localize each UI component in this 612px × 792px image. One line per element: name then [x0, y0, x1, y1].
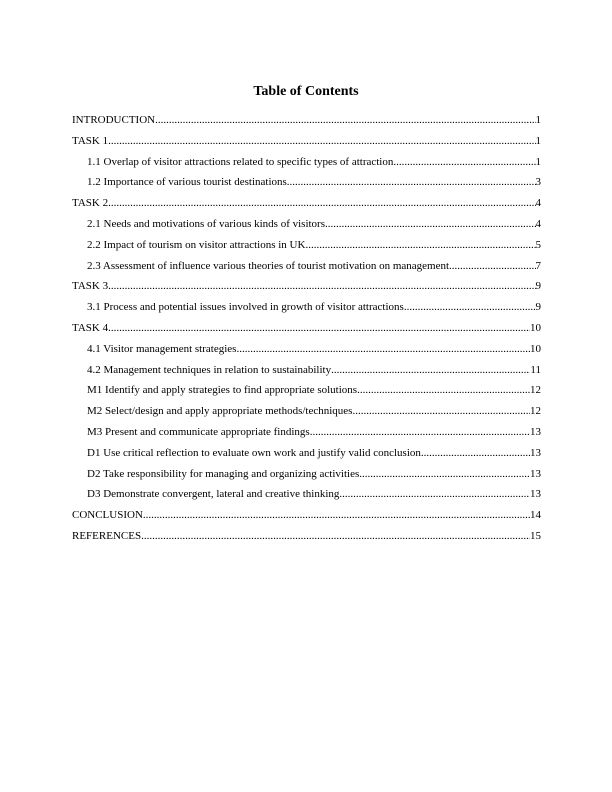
toc-entry[interactable]: [72, 279, 541, 300]
toc-entry[interactable]: [72, 487, 541, 508]
toc-entry[interactable]: [72, 300, 541, 321]
toc-entry[interactable]: [72, 238, 541, 259]
toc-entry-page-number: 9: [535, 280, 541, 293]
toc-dot-leader: [108, 196, 535, 210]
toc-entry[interactable]: [72, 363, 541, 384]
toc-dot-leader: [287, 175, 536, 189]
toc-entry-label: 1.1 Overlap of visitor attractions related to specific types of attraction: [87, 155, 394, 168]
toc-entry[interactable]: [72, 321, 541, 342]
toc-entry-page-number: 10: [530, 321, 541, 334]
toc-entry[interactable]: [72, 529, 541, 550]
toc-entry[interactable]: [72, 259, 541, 280]
toc-entry-page-number: 1: [535, 134, 541, 147]
toc-entry-label: D2 Take responsibility for managing and organizing activities: [87, 467, 360, 480]
toc-dot-leader: [236, 342, 530, 356]
toc-entry[interactable]: [72, 113, 541, 134]
toc-entry[interactable]: [72, 467, 541, 488]
toc-entry-label: TASK 2: [72, 197, 109, 210]
toc-entry-page-number: 15: [530, 529, 541, 542]
toc-entry-page-number: 12: [530, 384, 541, 397]
toc-dot-leader: [421, 446, 530, 460]
toc-entry[interactable]: [72, 175, 541, 196]
toc-entry-page-number: 12: [530, 405, 541, 418]
toc-entry-page-number: 13: [530, 425, 541, 438]
toc-entry-page-number: 5: [535, 238, 541, 251]
toc-entry-label: 2.3 Assessment of influence various theories of tourist motivation on management: [87, 259, 450, 272]
toc-dot-leader: [325, 217, 535, 231]
toc-entry[interactable]: [72, 155, 541, 176]
toc-entry-label: D3 Demonstrate convergent, lateral and creative thinking: [87, 488, 340, 501]
toc-entry-page-number: 14: [530, 509, 541, 522]
toc-dot-leader: [143, 508, 530, 522]
toc-entry-label: 4.1 Visitor management strategies: [87, 342, 237, 355]
toc-dot-leader: [339, 487, 530, 501]
toc-dot-leader: [449, 259, 535, 273]
toc-entry-label: INTRODUCTION: [72, 114, 156, 126]
toc-dot-leader: [393, 155, 535, 169]
toc-entry[interactable]: [72, 508, 541, 529]
page-title: Table of Contents: [253, 84, 359, 99]
toc-entry[interactable]: [72, 404, 541, 425]
toc-entry-label: 1.2 Importance of various tourist destinations: [87, 176, 287, 189]
toc-dot-leader: [108, 279, 535, 293]
toc-entry-label: CONCLUSION: [72, 509, 143, 522]
toc-entry-label: TASK 1: [72, 134, 109, 147]
toc-entry[interactable]: [72, 196, 541, 217]
toc-entry-page-number: 7: [535, 259, 541, 272]
toc-entry-label: 2.2 Impact of tourism on visitor attractions in UK: [87, 238, 306, 251]
toc-entry-label: M2 Select/design and apply appropriate methods/techniques: [87, 405, 353, 418]
toc-entry[interactable]: [72, 383, 541, 404]
table-of-contents: [72, 113, 541, 550]
toc-entry[interactable]: [72, 446, 541, 467]
toc-entry-label: TASK 3: [72, 280, 109, 293]
toc-entry-page-number: 1: [535, 155, 541, 168]
toc-entry-page-number: 4: [535, 197, 541, 210]
toc-dot-leader: [331, 363, 530, 377]
toc-entry-page-number: 4: [535, 217, 541, 230]
toc-entry-page-number: 11: [530, 363, 541, 376]
toc-dot-leader: [404, 300, 536, 314]
toc-dot-leader: [359, 467, 530, 481]
toc-entry-page-number: 13: [530, 446, 541, 459]
toc-entry-label: 2.1 Needs and motivations of various kinds of visitors: [87, 217, 326, 230]
toc-entry-page-number: 13: [530, 467, 541, 480]
toc-entry-page-number: 1: [535, 114, 541, 126]
toc-dot-leader: [305, 238, 535, 252]
toc-dot-leader: [108, 321, 530, 335]
toc-dot-leader: [108, 134, 535, 148]
toc-entry-page-number: 9: [535, 301, 541, 314]
toc-entry[interactable]: [72, 134, 541, 155]
toc-dot-leader: [155, 113, 535, 127]
toc-entry[interactable]: [72, 217, 541, 238]
toc-entry-label: 3.1 Process and potential issues involved in growth of visitor attractions: [87, 301, 404, 314]
toc-entry-label: 4.2 Management techniques in relation to sustainability: [87, 363, 332, 376]
toc-entry-label: REFERENCES: [72, 529, 142, 542]
toc-entry-page-number: 13: [530, 488, 541, 501]
toc-entry-page-number: 3: [535, 176, 541, 189]
toc-entry-label: M3 Present and communicate appropriate findings: [87, 425, 310, 438]
toc-dot-leader: [357, 383, 530, 397]
toc-entry-page-number: 10: [530, 342, 541, 355]
toc-dot-leader: [352, 404, 530, 418]
toc-dot-leader: [141, 529, 530, 543]
toc-entry-label: D1 Use critical reflection to evaluate own work and justify valid conclusion: [87, 446, 421, 459]
toc-entry-label: M1 Identify and apply strategies to find appropriate solutions: [87, 384, 358, 397]
toc-dot-leader: [310, 425, 530, 439]
toc-entry-label: TASK 4: [72, 321, 109, 334]
toc-entry[interactable]: [72, 342, 541, 363]
toc-entry[interactable]: [72, 425, 541, 446]
